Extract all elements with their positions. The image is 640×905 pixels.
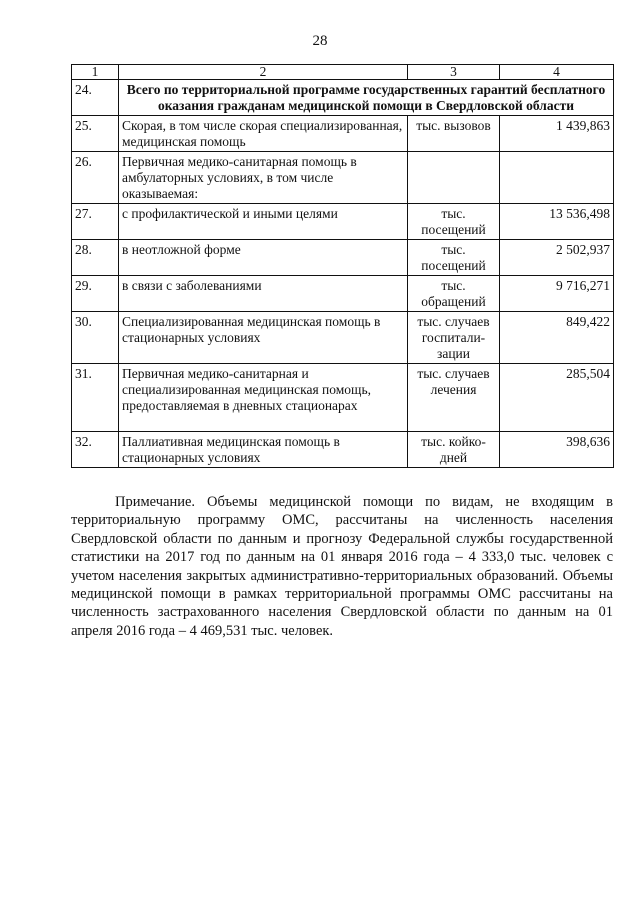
- row-unit: тыс. койко-дней: [408, 432, 500, 468]
- row-number: 28.: [72, 240, 119, 276]
- note-paragraph: Примечание. Объемы медицинской помощи по видам, не входящим в территориальную программу ОМС, рассчитаны на численность населения Свердловской области по данным и прогнозу Федеральной службы государственной статистики на 2017 год по данным на 01 января 2016 года – 4 333,0 тыс. человек с учетом населения закрытых административно-территориальных образований. Объемы медицинской помощи в рамках территориальной программы ОМС рассчитаны на численность застрахованного населения Свердловской области по данным на 01 апреля 2016 года – 4 469,531 тыс. человек.: [71, 494, 613, 639]
- table-row: [72, 240, 614, 276]
- row-name: Специализированная медицинская помощь в стационарных условиях: [119, 312, 408, 364]
- row-value: 285,504: [500, 364, 614, 432]
- row-number: 31.: [72, 364, 119, 432]
- table-row: [72, 276, 614, 312]
- table-row: [72, 204, 614, 240]
- row-value: 398,636: [500, 432, 614, 468]
- row-name: с профилактической и иными целями: [119, 204, 408, 240]
- row-unit: тыс. случаев госпитали-зации: [408, 312, 500, 364]
- header-cell-2: 2: [119, 65, 408, 80]
- header-cell-3: 3: [408, 65, 500, 80]
- row-number: 26.: [72, 152, 119, 204]
- row-unit: [408, 152, 500, 204]
- header-cell-1: 1: [72, 65, 119, 80]
- row-value: 849,422: [500, 312, 614, 364]
- header-cell-4: 4: [500, 65, 614, 80]
- total-row: [72, 80, 614, 116]
- page-number: 28: [312, 33, 328, 49]
- row-name: в связи с заболеваниями: [119, 276, 408, 312]
- row-number: 29.: [72, 276, 119, 312]
- row-unit: тыс. случаев лечения: [408, 364, 500, 432]
- row-unit: тыс. обращений: [408, 276, 500, 312]
- table-row: [72, 152, 614, 204]
- row-value: 1 439,863: [500, 116, 614, 152]
- row-number: 25.: [72, 116, 119, 152]
- table-header-row: [72, 65, 614, 80]
- row-unit: тыс. посещений: [408, 240, 500, 276]
- row-value: 9 716,271: [500, 276, 614, 312]
- row-name: Паллиативная медицинская помощь в стационарных условиях: [119, 432, 408, 468]
- row-unit: тыс. вызовов: [408, 116, 500, 152]
- total-row-title: Всего по территориальной программе государственных гарантий бесплатного оказания гражданам медицинской помощи в Свердловской области: [119, 80, 614, 116]
- row-name: в неотложной форме: [119, 240, 408, 276]
- row-number: 32.: [72, 432, 119, 468]
- row-unit: тыс. посещений: [408, 204, 500, 240]
- table-row: [72, 432, 614, 468]
- row-name: Первичная медико-санитарная и специализированная медицинская помощь, предоставляемая в дневных стационарах: [119, 364, 408, 432]
- row-value: [500, 152, 614, 204]
- row-value: 13 536,498: [500, 204, 614, 240]
- row-name: Первичная медико-санитарная помощь в амбулаторных условиях, в том числе оказываемая:: [119, 152, 408, 204]
- row-name: Скорая, в том числе скорая специализированная, медицинская помощь: [119, 116, 408, 152]
- table-row: [72, 364, 614, 432]
- row-number: 27.: [72, 204, 119, 240]
- row-value: 2 502,937: [500, 240, 614, 276]
- table-row: [72, 116, 614, 152]
- row-number: 30.: [72, 312, 119, 364]
- row-number: 24.: [72, 80, 119, 116]
- table-row: [72, 312, 614, 364]
- medical-care-volume-table: [71, 64, 614, 468]
